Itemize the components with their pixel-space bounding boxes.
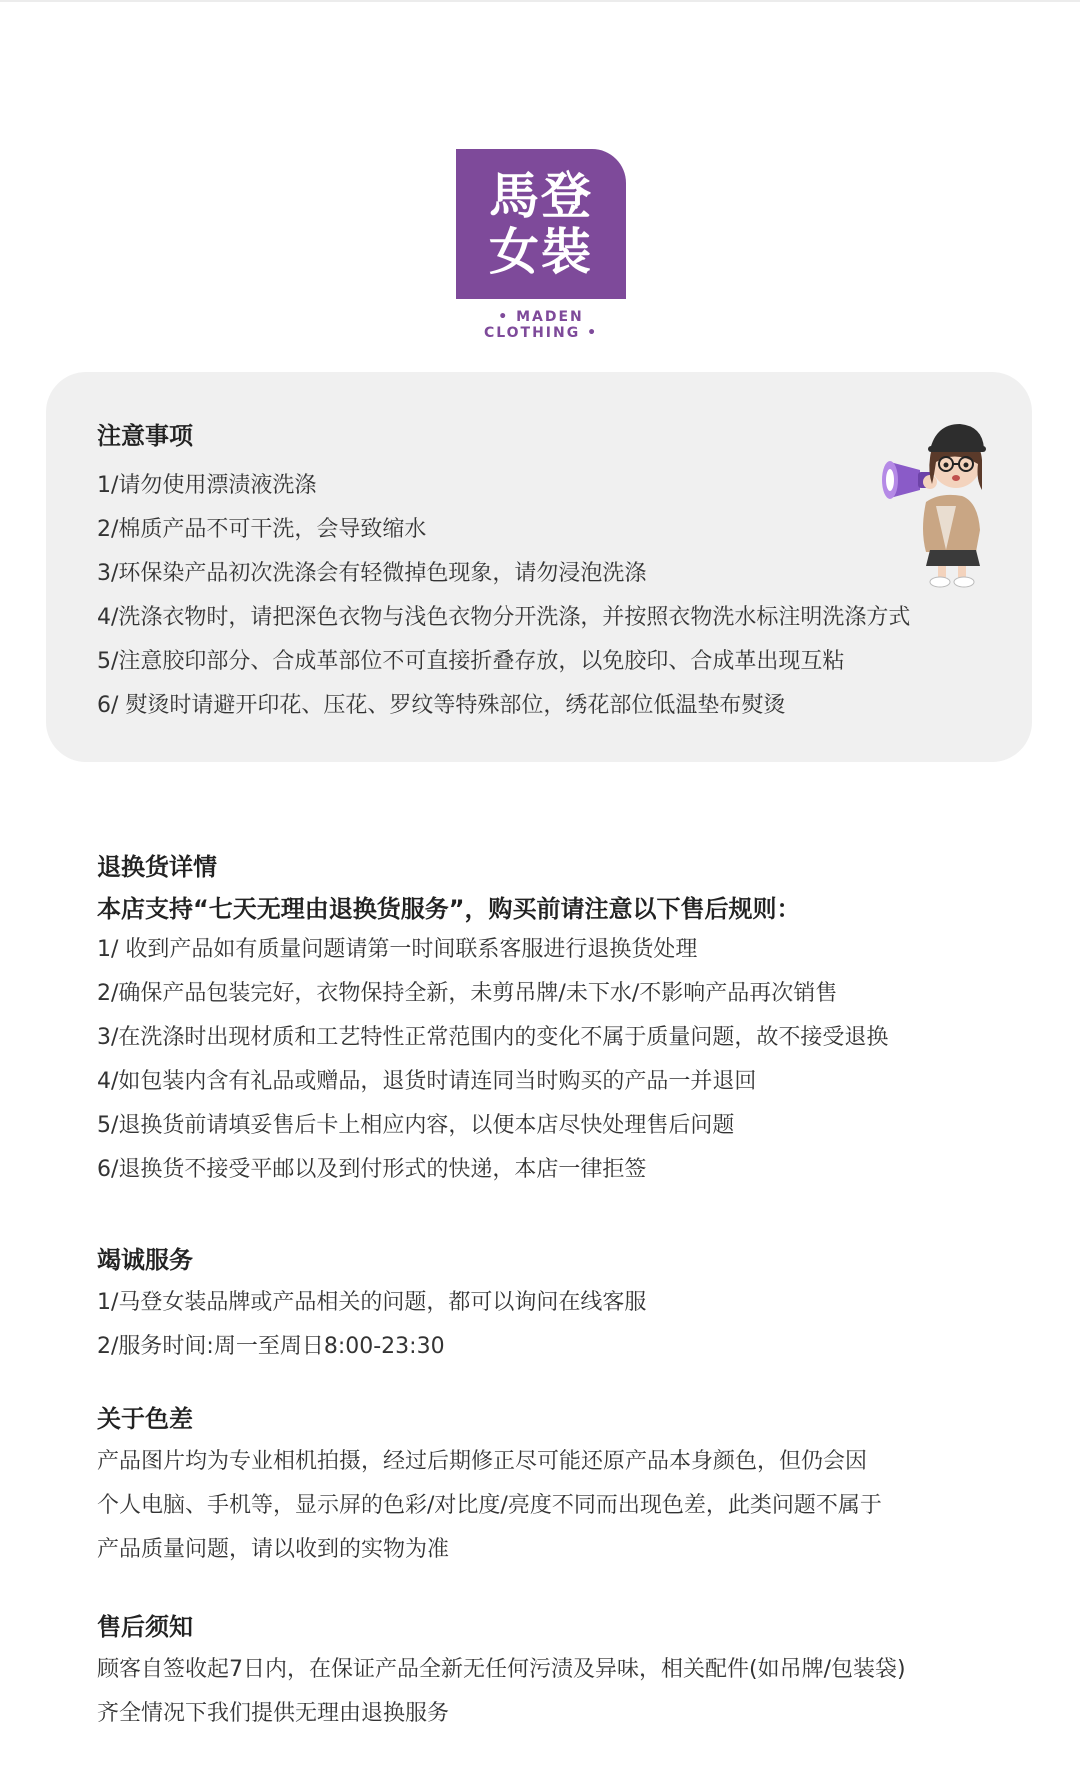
returns-title: 退换货详情 [97, 853, 217, 881]
notice-item: 3/环保染产品初次洗涤会有轻微掉色现象，请勿浸泡洗涤 [97, 561, 647, 586]
service-title: 竭诚服务 [97, 1246, 193, 1274]
notice-item: 4/洗涤衣物时，请把深色衣物与浅色衣物分开洗涤，并按照衣物洗水标注明洗涤方式 [97, 605, 911, 630]
aftersale-section [97, 1612, 906, 1736]
returns-list [97, 928, 888, 1192]
returns-item: 5/退换货前请填妥售后卡上相应内容，以便本店尽快处理售后问题 [97, 1113, 735, 1138]
logo-text-line2: 女裝 [489, 223, 593, 281]
logo-text-line1: 馬登 [489, 167, 593, 225]
returns-item: 4/如包装内含有礼品或赠品，退货时请连同当时购买的产品一并退回 [97, 1069, 757, 1094]
aftersale-line: 顾客自签收起7日内，在保证产品全新无任何污渍及异味，相关配件(如吊牌/包装袋) [97, 1657, 906, 1682]
returns-item: 1/ 收到产品如有质量问题请第一时间联系客服进行退换货处理 [97, 937, 698, 962]
logo-badge [456, 149, 626, 299]
service-item: 2/服务时间:周一至周日8:00-23:30 [97, 1334, 445, 1359]
logo-english-name: • MADEN CLOTHING • [483, 309, 599, 341]
aftersale-text [97, 1648, 906, 1736]
service-item: 1/马登女装品牌或产品相关的问题，都可以询问在线客服 [97, 1290, 647, 1315]
service-list [97, 1281, 646, 1369]
notice-item: 1/请勿使用漂渍液洗涤 [97, 473, 317, 498]
returns-item: 2/确保产品包装完好，衣物保持全新，未剪吊牌/未下水/不影响产品再次销售 [97, 981, 838, 1006]
returns-item: 3/在洗涤时出现材质和工艺特性正常范围内的变化不属于质量问题，故不接受退换 [97, 1025, 889, 1050]
returns-subtitle: 本店支持“七天无理由退换货服务”，购买前请注意以下售后规则： [97, 895, 801, 923]
color-line: 产品质量问题，请以收到的实物为准 [97, 1537, 450, 1562]
aftersale-title: 售后须知 [97, 1613, 193, 1641]
color-line: 个人电脑、手机等，显示屏的色彩/对比度/亮度不同而出现色差，此类问题不属于 [97, 1493, 882, 1518]
top-divider [0, 0, 1080, 2]
notice-item: 6/ 熨烫时请避开印花、压花、罗纹等特殊部位，绣花部位低温垫布熨烫 [97, 693, 786, 718]
returns-section [97, 852, 888, 1192]
brand-logo [456, 149, 626, 341]
notice-list [97, 464, 910, 728]
color-section [97, 1404, 882, 1572]
color-line: 产品图片均为专业相机拍摄，经过后期修正尽可能还原产品本身颜色，但仍会因 [97, 1449, 868, 1474]
returns-item: 6/退换货不接受平邮以及到付形式的快递，本店一律拒签 [97, 1157, 647, 1182]
megaphone-mascot-icon [880, 410, 1002, 590]
notice-item: 2/棉质产品不可干洗，会导致缩水 [97, 517, 427, 542]
notice-title: 注意事项 [97, 422, 193, 450]
color-text [97, 1440, 882, 1572]
color-title: 关于色差 [97, 1405, 193, 1433]
aftersale-line: 齐全情况下我们提供无理由退换服务 [97, 1701, 450, 1726]
notice-item: 5/注意胶印部分、合成革部位不可直接折叠存放，以免胶印、合成革出现互粘 [97, 649, 845, 674]
service-section [97, 1245, 646, 1369]
